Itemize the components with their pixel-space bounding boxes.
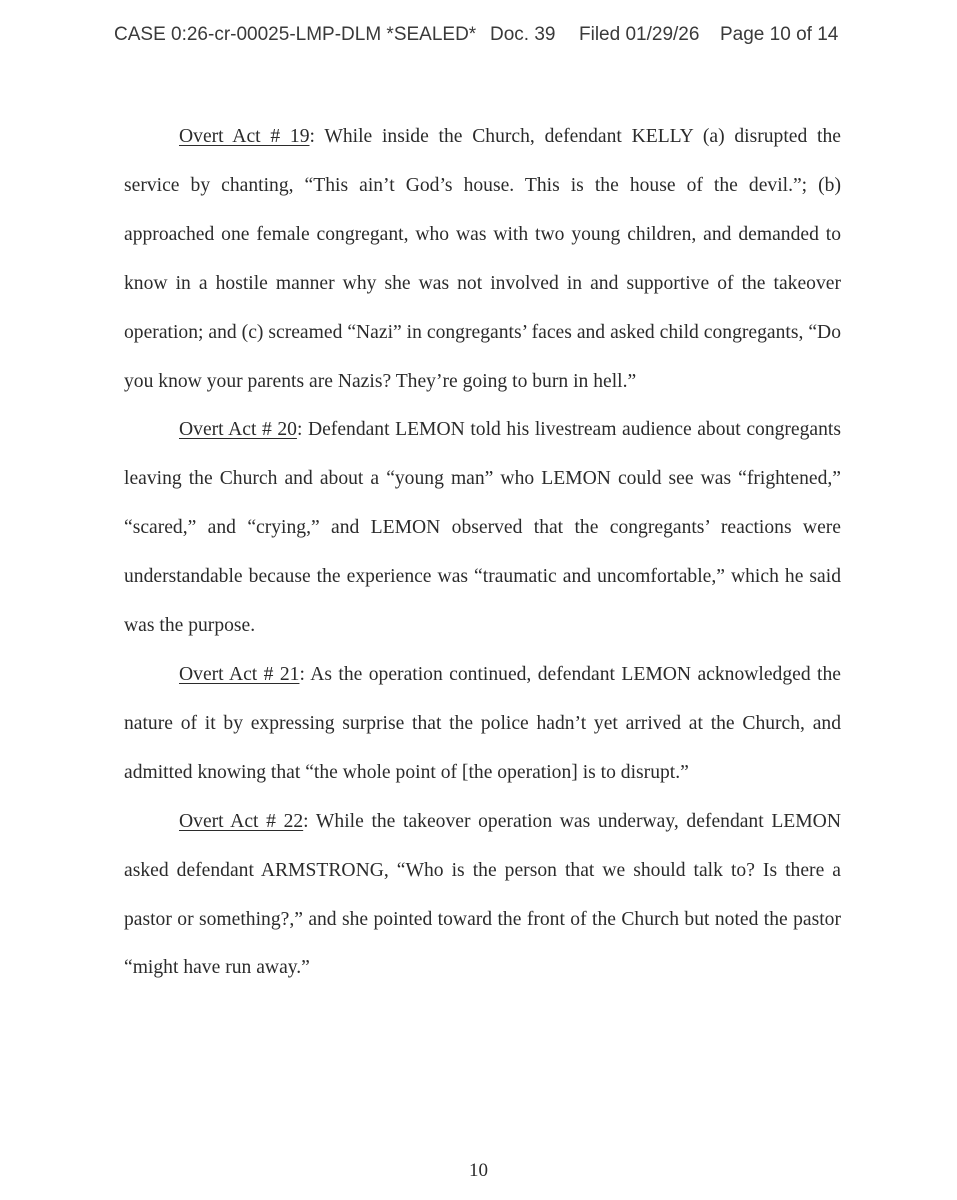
- document-number: Doc. 39: [490, 24, 556, 45]
- paragraph-overt-act-20: [124, 406, 841, 651]
- paragraph-text: : Defendant LEMON told his livestream audience about congregants leaving the Church and about a “young man” who LEMON could see was “frightened,” “scared,” and “crying,” and LEMON observed that the congregants’ reactions were understandable because the experience was “traumatic and uncomfortable,” which he said was the purpose.: [124, 419, 841, 637]
- paragraph-text: : While the takeover operation was underway, defendant LEMON asked defendant ARMSTRONG, “Who is the person that we should talk to? Is there a pastor or something?,” and she pointed toward the front of the Church but noted the pastor “might have run away.”: [124, 810, 841, 979]
- paragraph-label: Overt Act # 22: [179, 810, 304, 832]
- paragraph-overt-act-22: [124, 798, 841, 994]
- paragraph-overt-act-19: [124, 113, 841, 406]
- paragraph-text: : While inside the Church, defendant KELLY (a) disrupted the service by chanting, “This ain’t God’s house. This is the house of the devil.”; (b) approached one female congregant, who was with two young children, and demanded to know in a hostile manner why she was not involved in and supportive of the takeover operation; and (c) screamed “Nazi” in congregants’ faces and asked child congregants, “Do you know your parents are Nazis? They’re going to burn in hell.”: [124, 126, 841, 392]
- paragraph-overt-act-21: [124, 651, 841, 798]
- paragraph-label: Overt Act # 19: [179, 126, 310, 147]
- page-number: 10: [469, 1160, 488, 1181]
- filed-date: Filed 01/29/26: [579, 24, 700, 45]
- page-indicator: Page 10 of 14: [720, 24, 839, 45]
- paragraph-text: : As the operation continued, defendant LEMON acknowledged the nature of it by expressing surprise that the police hadn’t yet arrived at the Church, and admitted knowing that “the whole point of [the operation] is to disrupt.”: [124, 663, 841, 783]
- document-body: [124, 113, 841, 993]
- paragraph-label: Overt Act # 21: [179, 663, 300, 685]
- case-number: CASE 0:26-cr-00025-LMP-DLM *SEALED*: [114, 24, 477, 45]
- paragraph-label: Overt Act # 20: [179, 419, 297, 441]
